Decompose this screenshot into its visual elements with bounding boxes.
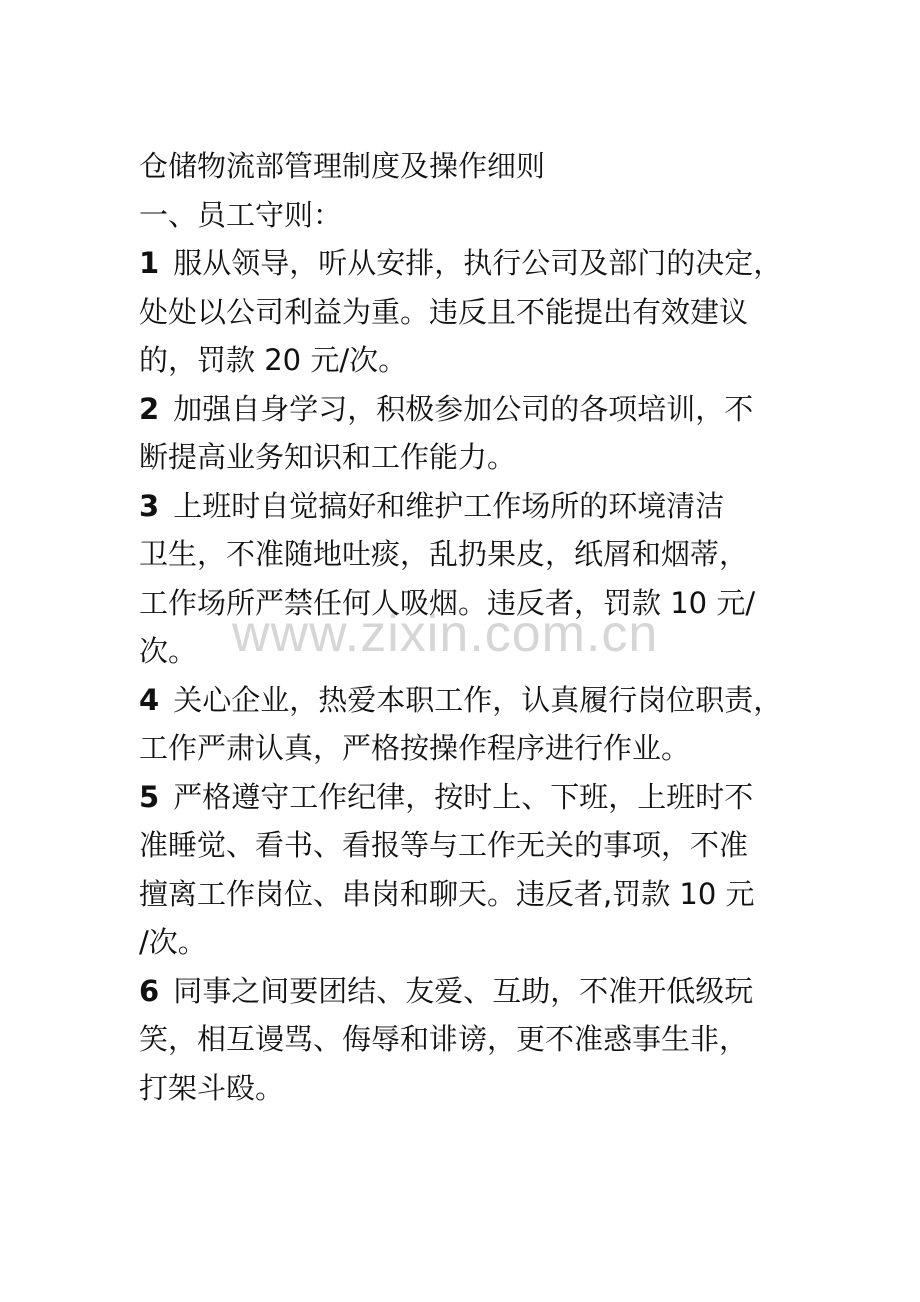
rule-text-line: 工作严肃认真，严格按操作程序进行作业。 — [139, 731, 691, 765]
rule-text-line: 打架斗殴。 — [139, 1070, 285, 1105]
rule-text-line: 工作场所严禁任何人吸烟。违反者，罚款 10 元/ — [139, 585, 756, 620]
rule-text-line: 服从领导，听从安排，执行公司及部门的决定， — [173, 246, 783, 280]
rule-text-line: 擅离工作岗位、串岗和聊天。违反者,罚款 10 元 — [139, 876, 755, 911]
rule-text-line: 笑，相互谩骂、侮辱和诽谤，更不准惑事生非， — [139, 1022, 749, 1056]
rule-text-line: 处处以公司利益为重。违反且不能提出有效建议 — [139, 294, 749, 329]
document-title: 仓储物流部管理制度及操作细则 — [139, 149, 546, 183]
rule-item-2 — [139, 385, 799, 482]
rule-number: 4 — [139, 682, 160, 717]
rule-text-line: 的，罚款 20 元/次。 — [139, 343, 408, 377]
rule-number: 1 — [139, 246, 160, 280]
rule-item-6 — [139, 967, 799, 1113]
rule-item-3 — [139, 482, 799, 676]
rule-number: 6 — [139, 973, 160, 1008]
rule-text-line: 同事之间要团结、友爱、互助，不准开低级玩 — [173, 973, 754, 1008]
rule-text-line: 卫生，不准随地吐痰，乱扔果皮，纸屑和烟蒂， — [139, 537, 749, 571]
rule-item-1 — [139, 239, 799, 385]
watermark: www.zixin.com.cn — [232, 605, 659, 663]
rule-number: 5 — [139, 779, 160, 814]
rule-number: 3 — [139, 488, 160, 523]
rule-text-line: 次。 — [139, 634, 198, 668]
rule-text-line: 严格遵守工作纪律，按时上、下班，上班时不 — [173, 779, 754, 814]
rule-item-5 — [139, 773, 799, 967]
document-body — [139, 142, 799, 1112]
rule-text-line: 断提高业务知识和工作能力。 — [139, 440, 517, 474]
rule-text-line: /次。 — [139, 925, 207, 959]
rule-number: 2 — [139, 391, 160, 426]
section-heading: 一、员工守则： — [139, 197, 343, 232]
rule-text-line: 上班时自觉搞好和维护工作场所的环境清洁 — [173, 488, 725, 523]
rule-item-4 — [139, 676, 799, 773]
rule-text-line: 关心企业，热爱本职工作，认真履行岗位职责， — [173, 682, 783, 717]
rule-text-line: 准睡觉、看书、看报等与工作无关的事项，不准 — [139, 828, 749, 862]
rule-text-line: 加强自身学习，积极参加公司的各项培训，不 — [173, 391, 754, 426]
